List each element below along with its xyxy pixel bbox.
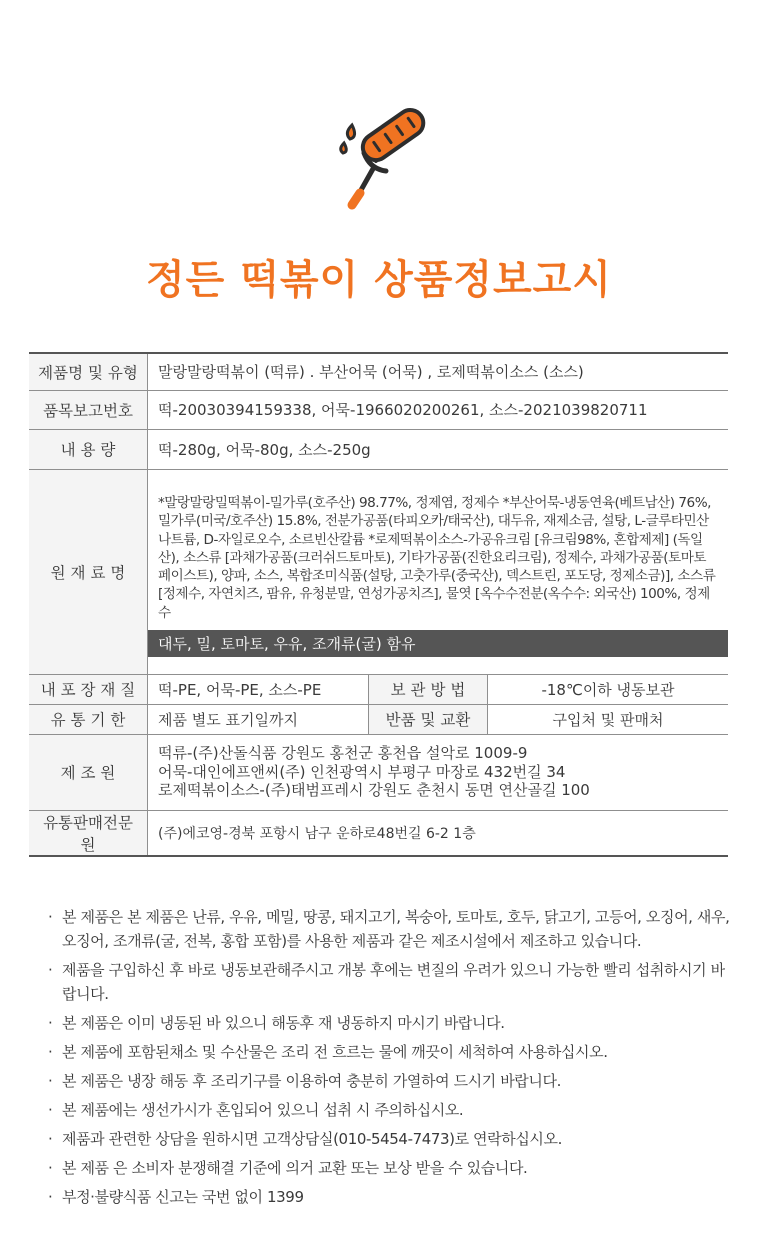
table-row bbox=[29, 353, 728, 390]
notice-item: · 본 제품은 본 제품은 난류, 우유, 메밀, 땅콩, 돼지고기, 복숭아, 토마토, 호두, 닭고기, 고등어, 오징어, 새우, 오징어, 조개류(굴, 전복, 홍합 포함)를 사용한 제품과 같은 제조시설에서 제조하고 있습니다. bbox=[48, 905, 738, 953]
manufacturer-line: 떡류-(주)산돌식품 강원도 홍천군 홍천읍 설악로 1009-9 bbox=[158, 743, 528, 762]
manufacturer-line: 로제떡볶이소스-(주)태범프레시 강원도 춘천시 동면 연산골길 100 bbox=[158, 781, 590, 800]
notice-item: · 제품과 관련한 상담을 원하시면 고객상담실(010-5454-7473)로 연락하십시오. bbox=[48, 1127, 738, 1151]
page-title: 정든 떡볶이 상품정보고시 bbox=[146, 257, 612, 303]
value-distributor: (주)에코영-경북 포항시 남구 운하로48번길 6-2 1층 bbox=[148, 810, 729, 856]
value-packaging: 떡-PE, 어묵-PE, 소스-PE bbox=[148, 674, 369, 704]
notice-item: · 본 제품은 냉장 해동 후 조리기구를 이용하여 충분히 가열하여 드시기 바랍니다. bbox=[48, 1069, 738, 1093]
value-manufacturer bbox=[148, 734, 729, 810]
notice-item: · 부정·불량식품 신고는 국번 없이 1399 bbox=[48, 1185, 738, 1209]
label-content-volume: 내 용 량 bbox=[29, 429, 148, 469]
notice-item: · 본 제품에는 생선가시가 혼입되어 있으니 섭취 시 주의하십시오. bbox=[48, 1098, 738, 1122]
ingredients-text: *말랑말랑밀떡볶이-밀가루(호주산) 98.77%, 정제염, 정제수 *부산어묵-냉동연육(베트남산) 76%, 밀가루(미국/호주산) 15.8%, 전분가공품(타피오카/태국산), 대두유, 재제소금, 설탕, L-글루타민산나트륨, D-자일로오수, 소르빈산칼륨 *로제떡볶이소스-가공유크림 [유크림98%, 혼합제제] (독일산), 소스류 [과채가공품(크러쉬드토마토), 기타가공품(진한요리크림), 정제수, 과채가공품(토마토페이스트), 양파, 소스, 복합조미식품(설탕, 고춧가루(중국산), 덱스트린, 포도당, 정제소금)], 소스류 [정제수, 자연치즈, 팜유, 유청분말, 연성가공치즈], 물엿 [옥수수전분(옥수수: 외국산) 100%, 정제수 bbox=[158, 495, 716, 621]
label-storage: 보 관 방 법 bbox=[369, 674, 488, 704]
notice-item: · 본 제품에 포함된채소 및 수산물은 조리 전 흐르는 물에 깨끗이 세척하여 사용하십시오. bbox=[48, 1040, 738, 1064]
value-expiry: 제품 별도 표기일까지 bbox=[148, 704, 369, 734]
table-row bbox=[29, 674, 728, 704]
table-row bbox=[29, 734, 728, 810]
value-content-volume: 떡-280g, 어묵-80g, 소스-250g bbox=[148, 429, 729, 469]
table-row bbox=[29, 429, 728, 469]
manufacturer-line: 어묵-대인에프앤씨(주) 인천광역시 부평구 마장로 432번길 34 bbox=[158, 762, 566, 781]
label-manufacturer: 제 조 원 bbox=[29, 734, 148, 810]
notice-list bbox=[48, 905, 738, 1214]
value-report-number: 떡-20030394159338, 어묵-1966020200261, 소스-2021039820711 bbox=[148, 390, 729, 429]
product-info-table bbox=[29, 352, 728, 857]
value-storage: -18℃이하 냉동보관 bbox=[488, 674, 729, 704]
table-row bbox=[29, 469, 728, 674]
label-exchange: 반품 및 교환 bbox=[369, 704, 488, 734]
label-report-number: 품목보고번호 bbox=[29, 390, 148, 429]
label-product-name: 제품명 및 유형 bbox=[29, 353, 148, 390]
value-product-name: 말랑말랑떡볶이 (떡류) . 부산어묵 (어묵) , 로제떡볶이소스 (소스) bbox=[148, 353, 729, 390]
ingredients-cell bbox=[148, 469, 729, 674]
table-row bbox=[29, 810, 728, 856]
allergen-notice: 대두, 밀, 토마토, 우유, 조개류(굴) 함유 bbox=[148, 630, 728, 657]
rice-cake-fork-icon bbox=[322, 95, 442, 215]
label-expiry: 유 통 기 한 bbox=[29, 704, 148, 734]
label-ingredients: 원 재 료 명 bbox=[29, 469, 148, 674]
label-packaging: 내 포 장 재 질 bbox=[29, 674, 148, 704]
table-row bbox=[29, 704, 728, 734]
label-distributor: 유통판매전문원 bbox=[29, 810, 148, 856]
value-exchange: 구입처 및 판매처 bbox=[488, 704, 729, 734]
notice-item: · 본 제품은 이미 냉동된 바 있으니 해동후 재 냉동하지 마시기 바랍니다. bbox=[48, 1011, 738, 1035]
notice-item: · 본 제품 은 소비자 분쟁해결 기준에 의거 교환 또는 보상 받을 수 있습니다. bbox=[48, 1156, 738, 1180]
notice-item: · 제품을 구입하신 후 바로 냉동보관해주시고 개봉 후에는 변질의 우려가 있으니 가능한 빨리 섭취하시기 바랍니다. bbox=[48, 958, 738, 1006]
table-row bbox=[29, 390, 728, 429]
